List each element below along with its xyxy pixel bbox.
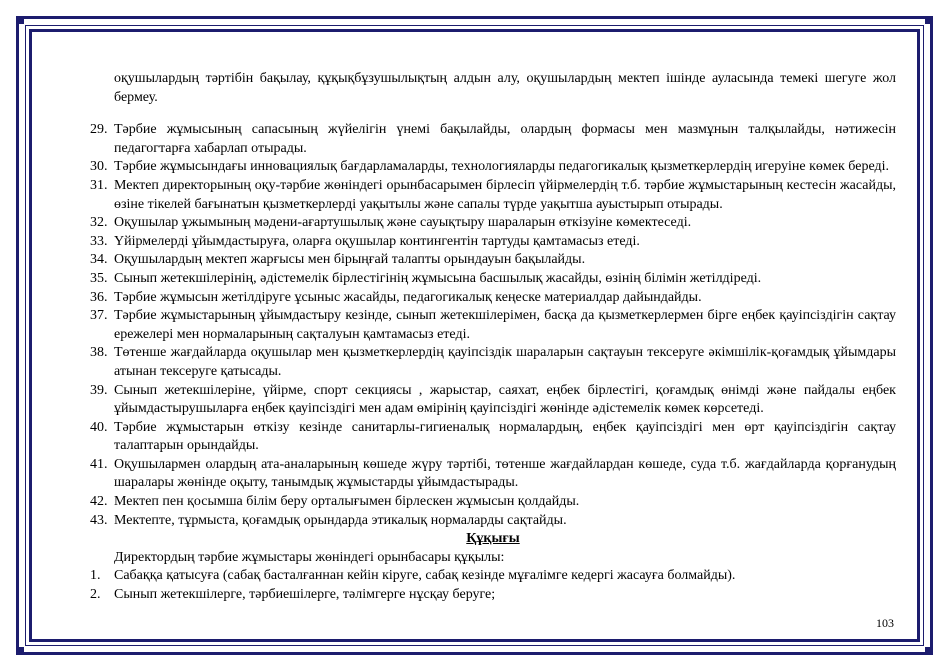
- rights-list: [90, 567, 896, 604]
- duty-item: [90, 344, 896, 381]
- duty-item: [90, 270, 896, 289]
- list-item-text: Сынып жетекшілерінің, әдістемелік бірлестігінің жұмысына басшылық жасайды, өзінің білімін жетілдіреді.: [114, 270, 762, 286]
- list-item-number: 40.: [90, 419, 108, 435]
- intro-continuation: оқушылардың тәртібін бақылау, құқықбұзушылықтың алдын алу, оқушылардың мектеп ішінде ауласында темекі шегуге жол бермеу.: [114, 71, 896, 105]
- list-item-number: 34.: [90, 252, 108, 268]
- duty-item: [90, 158, 896, 177]
- rights-intro: Директордың тәрбие жұмыстары жөніндегі орынбасары құқылы:: [114, 549, 505, 565]
- list-item-text: Мектеп директорының оқу-тәрбие жөніндегі орынбасарымен бірлесіп үйірмелердің т.б. тәрбие жұмыстарының кестесін жасайды, өзіне тікелей бағынатын қызметкерлерді уақытылы және сапалы түрде уақытша ауыстырып отырады.: [114, 177, 896, 212]
- duty-item: [90, 512, 896, 531]
- list-item-text: Тәрбие жұмыстарын өткізу кезінде санитарлы-гигиеналық нормалардың, еңбек қауіпсіздігі мен өрт қауіпсіздігін сақтау талаптарын орындайды.: [114, 419, 896, 454]
- right-item: [90, 567, 896, 586]
- list-item-text: Тәрбие жұмысын жетілдіруге ұсыныс жасайды, педагогикалық кеңеске материалдар дайындайды.: [114, 289, 702, 305]
- list-item-number: 33.: [90, 233, 108, 249]
- duty-item: [90, 456, 896, 493]
- list-item-number: 32.: [90, 215, 108, 231]
- list-item-text: Тәрбие жұмысының сапасының жүйелігін үнемі бақылайды, олардың формасы мен мазмұнын талқылайды, нәтижесін педагогтарға хабарлап отырады.: [114, 122, 896, 156]
- list-item-number: 43.: [90, 512, 108, 528]
- border-corner-ornament: [925, 16, 933, 24]
- duty-item: [90, 382, 896, 419]
- list-item-number: 2.: [90, 587, 101, 603]
- list-item-text: Оқушылардың мектеп жарғысы мен бірыңғай талапты орындауын бақылайды.: [114, 252, 586, 268]
- list-item-text: Оқушылар ұжымының мәдени-ағартушылық және сауықтыру шараларын өткізуіне көмектеседі.: [114, 215, 692, 231]
- document-body: [90, 56, 896, 605]
- list-item-text: Тәрбие жұмыстарының ұйымдастыру кезінде, сынып жетекшілерімен, басқа да қызметкерлермен бірге еңбек қауіпсіздігін сақтау ережелері мен нормаларының сақталуын қамтамасыз етеді.: [114, 308, 896, 342]
- list-item-number: 31.: [90, 177, 108, 193]
- duty-item: [90, 121, 896, 158]
- duty-item: [90, 251, 896, 270]
- list-item-number: 39.: [90, 382, 108, 398]
- rights-heading: Құқығы: [466, 531, 520, 547]
- duty-item: [90, 289, 896, 308]
- duty-item: [90, 233, 896, 252]
- list-item-text: Сынып жетекшілеріне, үйірме, спорт секциясы , жарыстар, саяхат, еңбек бірлестігі, қоғамдық өнімді және пайдалы еңбек ұйымдастырушыларға еңбек қауіпсіздігі мен адам өмірінің қауіпсіздігі жөнінде әдістемелік көмек көрсетеді.: [114, 382, 896, 417]
- list-item-text: Мектепте, тұрмыста, қоғамдық орындарда этикалық нормаларды сақтайды.: [114, 512, 567, 528]
- list-item-text: Тәрбие жұмысындағы инновациялық бағдарламаларды, технологияларды педагогикалық қызметкерлердің игеруіне көмек береді.: [114, 159, 889, 175]
- list-item-number: 30.: [90, 159, 108, 175]
- border-corner-ornament: [16, 647, 24, 655]
- duty-item: [90, 177, 896, 214]
- duty-item: [90, 307, 896, 344]
- list-item-number: 42.: [90, 494, 108, 510]
- right-item: [90, 586, 896, 605]
- list-item-number: 1.: [90, 568, 101, 584]
- list-item-number: 35.: [90, 270, 108, 286]
- list-item-text: Сынып жетекшілерге, тәрбиешілерге, тәлімгерге нұсқау беруге;: [114, 587, 496, 603]
- list-item-number: 29.: [90, 122, 108, 138]
- list-item-number: 38.: [90, 345, 108, 361]
- duty-item: [90, 214, 896, 233]
- border-corner-ornament: [925, 647, 933, 655]
- list-item-number: 36.: [90, 289, 108, 305]
- list-item-text: Үйірмелерді ұйымдастыруға, оларға оқушылар контингентін тартуды қамтамасыз етеді.: [114, 233, 640, 249]
- list-item-text: Мектеп пен қосымша білім беру орталығымен бірлескен жұмысын қолдайды.: [114, 494, 580, 510]
- page-number: 103: [876, 616, 894, 630]
- list-item-text: Оқушылармен олардың ата-аналарының көшеде жүру тәртібі, төтенше жағдайлардан көшеде, суда т.б. жағдайларда қорғанудың шаралары жөнінде оқыту, танымдық жұмыстарды ұйымдастырады.: [114, 456, 896, 491]
- list-item-number: 41.: [90, 456, 108, 472]
- border-corner-ornament: [16, 16, 24, 24]
- list-item-text: Сабаққа қатысуға (сабақ басталғаннан кейін кіруге, сабақ кезінде мұғалімге кедергі жасауға болмайды).: [114, 568, 736, 584]
- list-item-number: 37.: [90, 308, 108, 324]
- list-item-text: Төтенше жағдайларда оқушылар мен қызметкерлердің қауіпсіздік шараларын сақтауын тексеруге әкімшілік-қоғамдық ұйымдары атынан тексеруге қатысады.: [114, 345, 896, 379]
- duty-item: [90, 493, 896, 512]
- duties-list: [90, 121, 896, 530]
- duty-item: [90, 419, 896, 456]
